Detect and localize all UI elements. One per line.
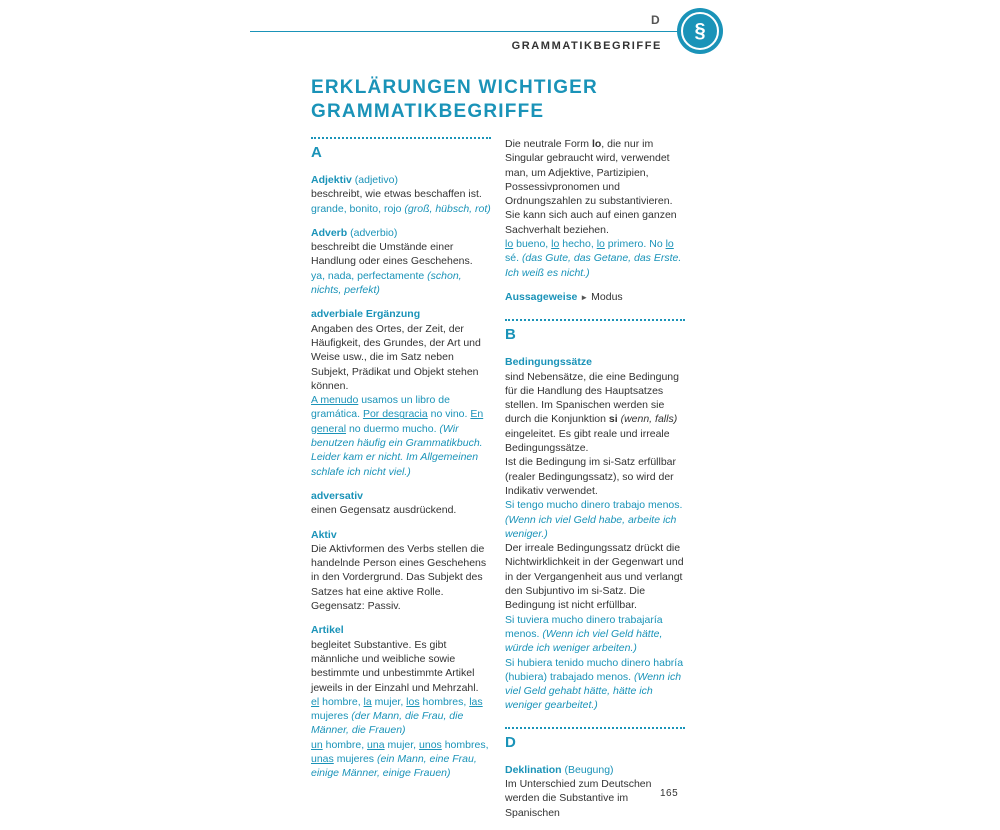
entry-example: A menudo usamos un libro de gramática. Por desgracia no vino. En general no duermo mucho. (Wir benutzen häufig ein Grammatikbuch. Leider kam er nicht. Im Allgemeinen schlafe ich nicht viel.) (311, 394, 484, 478)
entry-adverb (311, 226, 491, 297)
entry-definition: Im Unterschied zum Deutschen werden die Substantive im Spanischen (505, 777, 652, 819)
entry-definition: beschreibt die Umstände einer Handlung oder eines Geschehens. (311, 241, 473, 268)
section-divider (505, 319, 685, 321)
entry-term: adverbiale Ergänzung (311, 308, 421, 321)
section-divider (311, 137, 491, 139)
entry-definition: begleitet Substantive. Es gibt männliche und weibliche sowie bestimmte und unbestimmte Artikel jeweils in der Einzahl und Mehrzahl. (311, 638, 479, 694)
section-letter-d: D (505, 733, 516, 751)
page-number: 165 (660, 788, 679, 799)
entry-adversativ (311, 489, 491, 518)
entry-term: Adjektiv (311, 174, 352, 186)
page-title-line1: ERKLÄRUNGEN WICHTIGER (311, 77, 598, 98)
left-column (311, 137, 491, 791)
entry-bedingungssaetze (505, 355, 685, 712)
paragraph-icon: § (681, 12, 719, 50)
chapter-letter: D (651, 13, 660, 27)
cross-reference-link[interactable]: Modus (591, 290, 623, 303)
entry-definition: Angaben des Ortes, der Zeit, der Häufigkeit, des Grundes, der Art und Weise usw., die im Satz neben Subjekt, Prädikat und Objekt stehen können. (311, 322, 481, 392)
entry-spanish: (adjetivo) (354, 174, 398, 186)
entry-example: ya, nada, perfectamente (schon, nichts, perfekt) (311, 269, 462, 297)
entry-deklination (505, 763, 685, 820)
entry-term: Artikel (311, 624, 344, 637)
page-title-line2: GRAMMATIKBEGRIFFE (311, 101, 545, 122)
entry-term: Aktiv (311, 528, 337, 541)
section-letter-a: A (311, 144, 322, 161)
entry-spanish: (adverbio) (350, 226, 398, 239)
entry-definition: Die neutrale Form lo, die nur im Singular gebraucht wird, verwendet man, um Adjektive, Partizipien, Possessivpronomen und Ordnungszahlen zu substantivieren. Sie kann sich auch auf einen ganzen Sachverhalt beziehen. (505, 138, 677, 236)
entry-example: un hombre, una mujer, unos hombres, unas mujeres (ein Mann, eine Frau, einige Männer, einige Frauen) (311, 738, 489, 780)
entry-term: Adverb (311, 226, 348, 239)
page-title (311, 76, 691, 124)
entry-term: adversativ (311, 489, 363, 502)
entry-definition: einen Gegensatz ausdrückend. (311, 504, 457, 517)
entry-example: lo bueno, lo hecho, lo primero. No lo sé. (das Gute, das Getane, das Erste. Ich weiß es nicht.) (505, 238, 682, 279)
entry-definition: Der irreale Bedingungssatz drückt die Nichtwirklichkeit in der Gegenwart und in der Vergangenheit aus und verlangt den Subjuntivo im si-Satz. Die Bedingung ist nicht erfüllbar. (505, 542, 684, 612)
entry-example: el hombre, la mujer, los hombres, las mujeres (der Mann, die Frau, die Männer, die Frauen) (311, 695, 483, 737)
entry-term: Deklination (505, 763, 562, 776)
running-title: GRAMMATIKBEGRIFFE (511, 40, 662, 52)
entry-example: Si tengo mucho dinero trabajo menos. (Wenn ich viel Geld habe, arbeite ich weniger.) (505, 499, 683, 540)
entry-example: Si tuviera mucho dinero trabajaría menos. (Wenn ich viel Geld hätte, würde ich weniger arbeiten.) (505, 613, 663, 655)
entry-neutral-lo (505, 137, 685, 280)
right-column (505, 137, 685, 830)
entry-example: grande, bonito, rojo (groß, hübsch, rot) (311, 202, 491, 215)
entry-definition: beschreibt, wie etwas beschaffen ist. (311, 188, 482, 201)
entry-term: Aussageweise (505, 290, 578, 303)
entry-adjektiv (311, 173, 491, 216)
entry-artikel (311, 623, 491, 780)
arrow-right-icon: ► (580, 292, 589, 302)
section-divider (505, 727, 685, 729)
entry-adverbiale-ergaenzung (311, 307, 491, 479)
entry-example: Si hubiera tenido mucho dinero habría (hubiera) trabajado menos. (Wenn ich viel Geld gehabt hätte, hätte ich weniger gearbeitet.) (505, 656, 684, 712)
section-letter-b: B (505, 326, 516, 344)
header-rule (250, 31, 715, 32)
entry-definition: Die Aktivformen des Verbs stellen die handelnde Person eines Geschehens in den Vordergrund. Das Subjekt des Satzes hat eine aktive Rolle. Gegensatz: Passiv. (311, 542, 487, 613)
entry-aussageweise (505, 290, 685, 305)
entry-spanish: (Beugung) (564, 763, 614, 776)
entry-term: Bedingungssätze (505, 356, 592, 369)
entry-definition: sind Nebensätze, die eine Bedingung für die Handlung des Hauptsatzes stellen. Im Spanischen werden sie durch die Konjunktion si (wenn, falls) eingeleitet. Es gibt reale und irreale Bedingungssätze. (505, 370, 679, 455)
section-badge (677, 8, 723, 54)
entry-aktiv (311, 528, 491, 614)
entry-definition: Ist die Bedingung im si-Satz erfüllbar (realer Bedingungssatz), so wird der Indikativ verwendet. (505, 456, 676, 497)
